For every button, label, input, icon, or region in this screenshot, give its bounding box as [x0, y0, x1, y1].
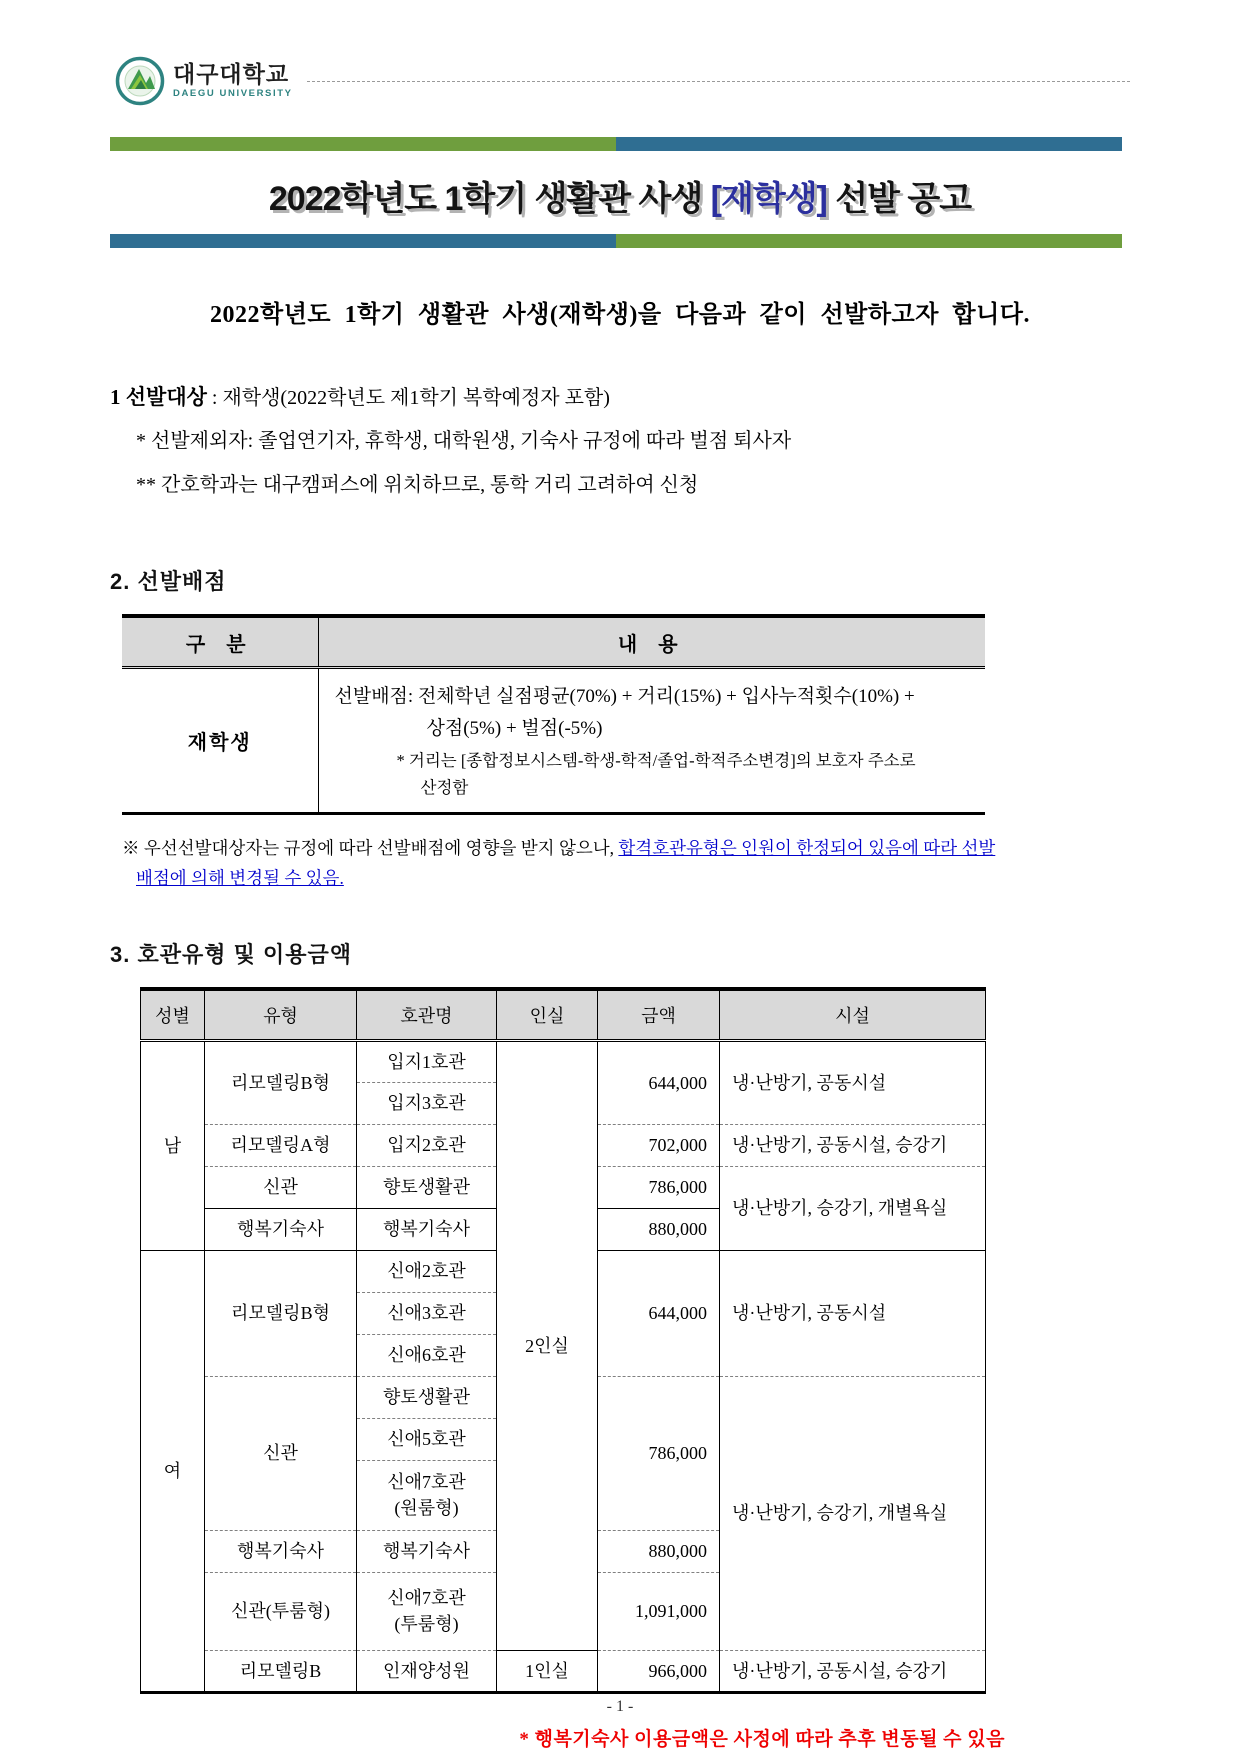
distance-note-line1: * 거리는 [종합정보시스템-학생-학적/졸업-학적주소변경]의 보호자 주소로: [396, 750, 916, 770]
cell-price: 786,000: [598, 1376, 720, 1530]
title-banner: [110, 137, 1130, 248]
header-cell-room: 인실: [497, 989, 598, 1041]
points-formula-line1: 선발배점: 전체학년 실점평균(70%) + 거리(15%) + 입사누적횟수(10%) +: [334, 686, 915, 707]
building-name-line1: 신애7호관: [387, 1588, 466, 1609]
table-row: [141, 1650, 986, 1692]
cell-gender-male: 남: [141, 1040, 205, 1250]
table-header-row: [122, 616, 985, 668]
title-prefix: 2022학년도 1학기 생활관 사생: [268, 180, 711, 218]
header-cell-price: 금액: [598, 989, 720, 1041]
cell-type: 신관: [205, 1166, 357, 1208]
building-name-line2: (투룸형): [394, 1614, 459, 1635]
cell-building: 향토생활관: [357, 1166, 497, 1208]
cell-price: 966,000: [598, 1650, 720, 1692]
cell-row-label: 재학생: [122, 668, 318, 814]
section-1-heading: [110, 381, 1130, 411]
cell-facility: 냉·난방기, 공동시설, 승강기: [720, 1124, 986, 1166]
cell-building: 신애6호관: [357, 1334, 497, 1376]
cell-building: [357, 1572, 497, 1650]
page-number: - 1 -: [606, 1698, 634, 1715]
cell-building: 인재양성원: [357, 1650, 497, 1692]
cell-building: [357, 1460, 497, 1530]
cell-facility: 냉·난방기, 공동시설: [720, 1040, 986, 1124]
points-formula-line2: 상점(5%) + 벌점(-5%): [426, 718, 603, 740]
cell-type: 리모델링A형: [205, 1124, 357, 1166]
table-row: [122, 668, 985, 814]
cell-type: 행복기숙사: [205, 1530, 357, 1572]
cell-building: 행복기숙사: [357, 1530, 497, 1572]
cell-gender-female: 여: [141, 1250, 205, 1692]
section-1-heading-rest: : 재학생(2022학년도 제1학기 복학예정자 포함): [206, 387, 610, 409]
bar-segment-blue: [110, 234, 616, 248]
footnote-black-text: ※ 우선선발대상자는 규정에 따라 선발배점에 영향을 받지 않으나,: [122, 837, 619, 858]
cell-type: 행복기숙사: [205, 1208, 357, 1250]
cell-price: 644,000: [598, 1040, 720, 1124]
cell-building: 행복기숙사: [357, 1208, 497, 1250]
cell-building: 입지3호관: [357, 1082, 497, 1124]
header-cell-facility: 시설: [720, 989, 986, 1041]
cell-price: 702,000: [598, 1124, 720, 1166]
header-cell-gender: 성별: [141, 989, 205, 1041]
title-suffix: 선발 공고: [826, 180, 972, 218]
section-2-heading: 2. 선발배점: [110, 569, 227, 594]
cell-price: 880,000: [598, 1208, 720, 1250]
happy-dorm-fee-red-note: * 행복기숙사 이용금액은 사정에 따라 추후 변동될 수 있음: [519, 1728, 1005, 1750]
header-cell-category: 구 분: [122, 616, 318, 668]
building-name-line2: (원룸형): [394, 1498, 459, 1519]
header-cell-type: 유형: [205, 989, 357, 1041]
section-1-note-exclusion: * 선발제외자: 졸업연기자, 휴학생, 대학원생, 기숙사 규정에 따라 벌점 퇴사자: [136, 430, 792, 452]
header-cell-content: 내 용: [318, 616, 985, 668]
cell-building: 입지2호관: [357, 1124, 497, 1166]
cell-content: [318, 668, 985, 814]
section-3-heading: 3. 호관유형 및 이용금액: [110, 941, 352, 967]
bar-segment-green: [110, 137, 616, 151]
cell-building: 신애2호관: [357, 1250, 497, 1292]
banner-bar-bottom: [110, 234, 1122, 248]
cell-price: 1,091,000: [598, 1572, 720, 1650]
priority-footnote: [122, 833, 1008, 894]
intro-sentence: 2022학년도 1학기 생활관 사생(재학생)을 다음과 같이 선발하고자 합니다.: [210, 302, 1030, 328]
cell-room-single: 1인실: [497, 1650, 598, 1692]
cell-price: 786,000: [598, 1166, 720, 1208]
title-highlight: [재학생]: [710, 180, 827, 218]
banner-bar-top: [110, 137, 1122, 151]
cell-facility: 냉·난방기, 승강기, 개별욕실: [720, 1376, 986, 1650]
cell-type: 신관(투룸형): [205, 1572, 357, 1650]
footnote-blue-underlined-text: 합격호관유형은 인원이 한정되어 있음에 따라 선발배점에 의해 변경될 수 있음.: [136, 837, 996, 889]
bar-segment-blue: [616, 137, 1122, 151]
cell-building: 신애3호관: [357, 1292, 497, 1334]
selection-points-table: [122, 614, 985, 815]
distance-note-line2: 산정함: [420, 778, 469, 798]
header-cell-building: 호관명: [357, 989, 497, 1041]
cell-type: 신관: [205, 1376, 357, 1530]
cell-price: 644,000: [598, 1250, 720, 1376]
logo-korean-name: 대구대학교: [173, 61, 290, 88]
cell-type: 리모델링B형: [205, 1040, 357, 1124]
cell-type: 리모델링B: [205, 1650, 357, 1692]
table-row: [141, 1040, 986, 1082]
section-1-note-nursing: ** 간호학과는 대구캠퍼스에 위치하므로, 통학 거리 고려하여 신청: [136, 474, 699, 496]
cell-price: 880,000: [598, 1530, 720, 1572]
cell-building: 신애5호관: [357, 1418, 497, 1460]
logo-english-name: DAEGU UNIVERSITY: [173, 88, 293, 100]
dorm-fees-table: [140, 987, 986, 1694]
section-1: [110, 381, 1130, 501]
building-name-line1: 신애7호관: [387, 1472, 466, 1493]
bar-segment-green: [616, 234, 1122, 248]
cell-building: 입지1호관: [357, 1040, 497, 1082]
cell-facility: 냉·난방기, 승강기, 개별욕실: [720, 1166, 986, 1250]
document-content: [110, 0, 1130, 1751]
page-title: [110, 171, 1130, 220]
cell-type: 리모델링B형: [205, 1250, 357, 1376]
section-1-heading-bold: 1 선발대상: [110, 385, 207, 409]
cell-room-double: 2인실: [497, 1040, 598, 1650]
cell-facility: 냉·난방기, 공동시설: [720, 1250, 986, 1376]
cell-building: 향토생활관: [357, 1376, 497, 1418]
table-header-row: [141, 989, 986, 1041]
cell-facility: 냉·난방기, 공동시설, 승강기: [720, 1650, 986, 1692]
